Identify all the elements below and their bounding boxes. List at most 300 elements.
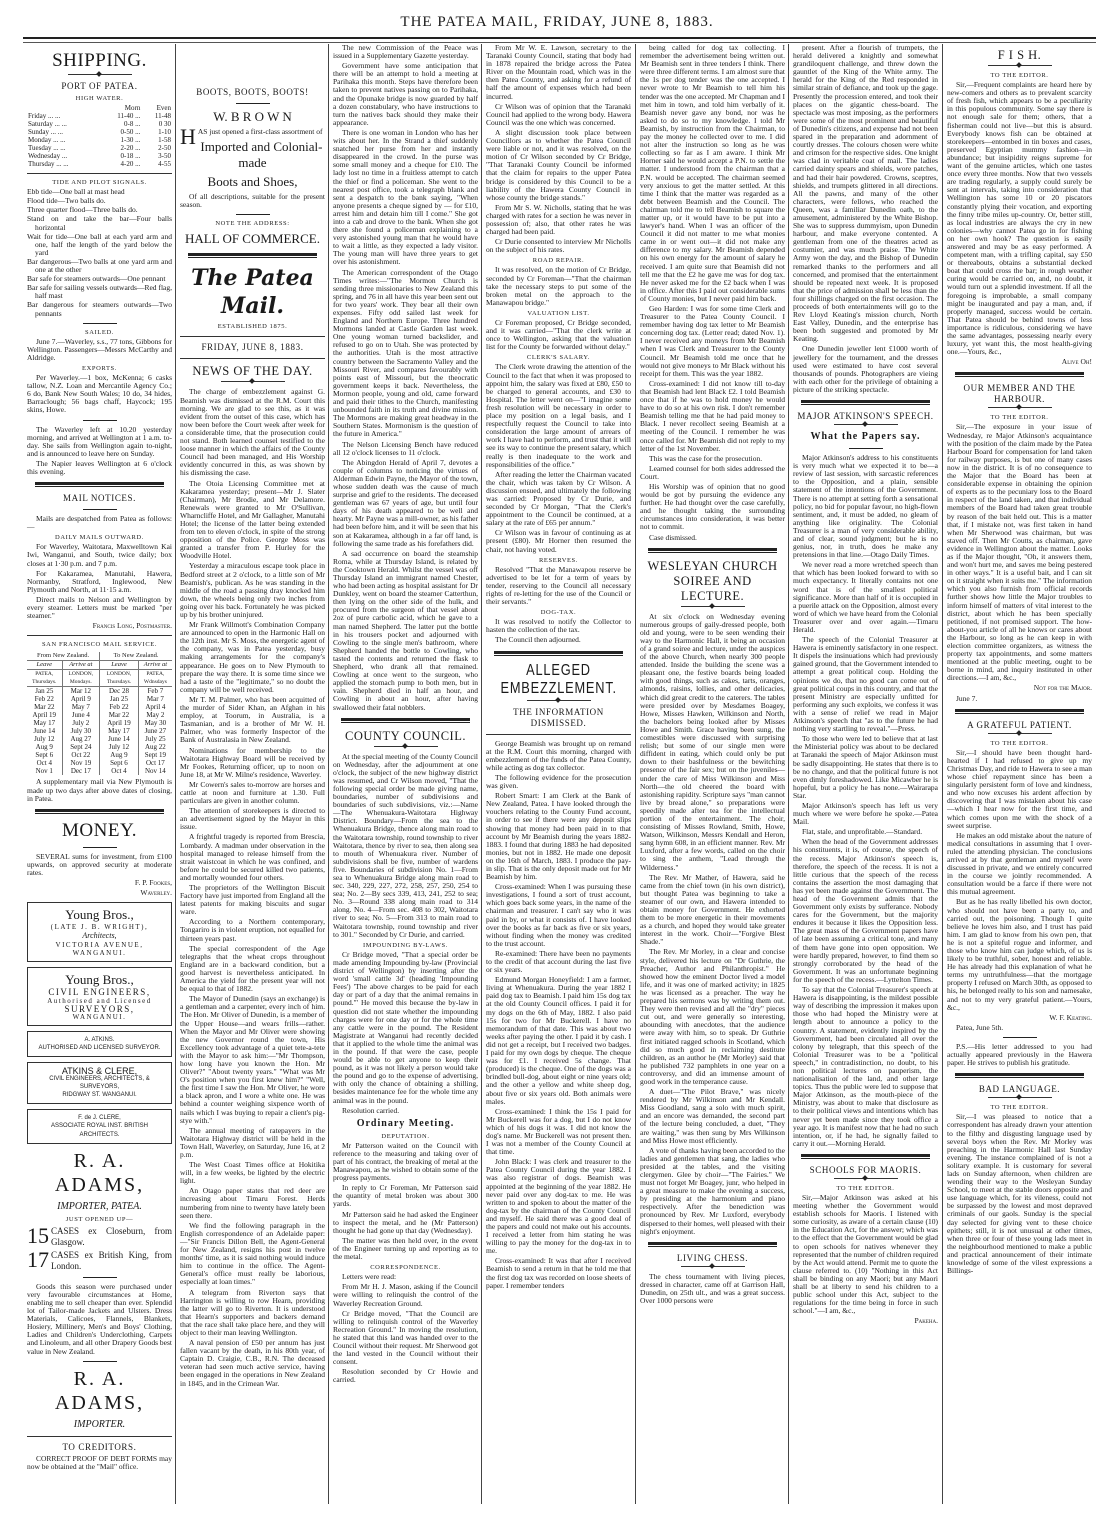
table-cell: 11-40 ... [117,112,141,121]
paragraph: For Kakaramea, Manutahi, Hawera, Normanby, Stratford, Inglewood, New Plymouth and North, at 11·15 a.m. [27,568,172,594]
ornament-rule [681,1266,745,1269]
table-cell: July 25 [138,735,172,743]
paragraph: To those who were led to believe that at last the Ministerial policy was about to be declared at Taranaki the speech of Major Atkinson must be sadly disappointing. He states that there is to be no change, and that the political future is not even dimly foreshadowed. Like Micawber he is hopeful, but a policy he has none.—Wairarapa Star. [793,734,938,800]
masthead-logo: The Patea Mail. [191,265,314,320]
article-heading: F I S H. [997,48,1042,62]
spacer [180,44,325,84]
table-cell: 1-10 [158,128,171,137]
paragraph: Cross-examined: I think the 15s I paid for Mr Buckerell was for a dog, but I do not know which of his dogs it was. I did not know the dog's name. Mr Buckerell was not present then. I was not a member of the County Council at that time. [486,1106,631,1157]
column-header: Arrive at [138,661,172,670]
ornament-rule [68,74,132,77]
mail-service-table [27,652,172,775]
list-line: Three quarter flood—Three balls do. [27,205,138,215]
table-row [27,120,172,128]
small-caps-label: SAN FRANCISCO MAIL SERVICE. [41,641,158,649]
paragraph: The Otoia Licensing Committee met at Kakaramea yesterday; present—Mr J. Slater (Chairman), Mr Brodie, and Mr Delamore. Renewals were granted to Mr O'Sullivan, Wharncliffe Hotel, and Mr Gallagher, Manutahi Hotel; the license of the latter being extended from ten to eleven o'clock, in spite of the strong opposition of the Police. George Moss was granted a transfer from P. Hurley for the Woodville Hotel. [180,478,325,561]
table-row [27,735,172,743]
paragraph: The special correspondent of the Age telegraphs that the wheat crops throughout England are in a backward condition, but a good harvest is nevertheless anticipated. In America the yield for the present year will not be equal to that of 1882. [180,943,325,994]
paragraph: The Council then adjourned. [495,635,581,645]
table-cell: April 19 [100,719,139,727]
section-divider [955,709,1084,714]
table-cell: Wednesday ... [28,152,68,161]
table-cell: Aug 27 [62,735,100,743]
paragraph: Sir,—Major Atkinson was asked at his meeting whether the Government would establish schools for Maoris. I listened with some curiosity, as aware of a certain clause (10) in the Education Act, for the answer; which was to the effect that the Government would be glad to open schools for natives whenever they represented that the number of children required by the Act would attend. Permit me to quote the clause referred to. (10) "Nothing in this Act shall be binding on any Maori; but any Maori shall be at liberty to send his children to a public school under this Act, subject to the regulations for the time being in force in such school."—I am, &c., [793,1193,938,1316]
signature: Francis Long, Postmaster. [92,621,172,631]
table-cell: Mar 12 [62,687,100,696]
table-cell: Sept 19 [138,751,172,759]
paragraph: Mr Patterson said he had asked the Engineer to inspect the metal, and he (Mr Patterson) thought he had gone up that day (Wednesday). [333,1209,478,1235]
table-cell: July 2 [62,719,100,727]
list-line: Ebb tide—One ball at mast head [27,187,125,197]
column-7 [943,44,1096,1504]
small-caps-label: TO THE EDITOR. [990,414,1049,422]
table-cell: April 19 [32,711,57,720]
paragraph: The proprietors of the Wellington Biscuit Factory have just imported from England all the latest patents for making biscuits and sugar ware. [180,883,325,917]
list-line: Flood tide—Two balls do. [27,196,106,206]
section-divider [801,400,930,405]
paragraph: We never read a more wretched speech than that which has been looked forward to with so much expectancy. It literally contains not one word that is of the smallest political significance. More than half of it is occupied in a puerile attack on the Opposition, almost every word of which we have heard from the Colonial Treasurer over and over again.—Timaru Herald. [793,560,938,634]
paragraph: The Mayor of Dunedin (says an exchange) is a gentleman and a carpenter, every inch of him. The Hon. Mr Oliver of Dunedin, is a member of the Upper House—and wears frills—rather. When the Mayor and Mr Oliver were showing the new Governor round the town, His Excellency took advantage of a quiet tete-a-tete with the Mayor to ask him:—"Mr Thompson, how long have you known the Hon. Mr Oliver?" "About twenty years." "What was Mr O's position when you first knew him?" "Well, the first time I saw the Hon. Mr Oliver, he wore a black apron, and I wore a white one. He was behind a counter weighing sixpence worth of nails which I was buying to repair a client's pig-stye with." [180,994,325,1125]
small-caps-label: TO THE EDITOR. [836,1184,895,1192]
ad-line: ASSOCIATE ROYAL INST. BRITISH ARCHITECTS. [51,1123,148,1138]
ad-line: Architects, [82,931,117,941]
table-cell: Feb 22 [100,703,139,711]
table-cell: Tuesday ... ... [28,144,66,153]
ad-line: (LATE J. B. WRIGHT), [50,923,149,932]
boxed-advertisement [27,1062,172,1104]
article-subheading: Ordinary Meeting. [356,1117,455,1129]
article-subheading: What the Papers say. [810,431,921,443]
small-caps-label: RESERVES. [538,556,578,564]
table-row [27,719,172,727]
ad-line: ATKINS & CLERE, [61,1066,138,1076]
table-cell: Feb 7 [138,687,172,696]
ornament-rule [681,606,745,609]
table-row [27,759,172,767]
ornament-rule [527,700,591,703]
table-cell: June 27 [138,727,172,735]
ad-text: HALL OF COMMERCE. [185,231,320,247]
column-header: Morn [124,104,141,113]
table-cell: 1-30 ... [120,136,141,145]
table-cell: 11-48 [154,112,171,121]
table-header-row [27,104,172,112]
paragraph: P.S.—His letter addressed to you had actually appeared previously in the Hawera paper. He strives to publish his gratitude. [947,1041,1092,1068]
paragraph: According to a Northern contemporary, Tongariro is in violent eruption, not equalled for thirteen years past. [180,917,325,943]
page-header-title: THE PATEA MAIL, FRIDAY, JUNE 8, 1883. [400,14,714,30]
table-cell: 2-20 ... [120,144,141,153]
paragraph: Robert Smart: I am Clerk at the Bank of New Zealand, Patea. I have looked through the vouchers relating to the County Fund account, in order to see if there were any deposit slips showing that money had been paid in to that account by Mr Beamish during the years 1882-1883. I found that during 1883 he had deposited monies, but not in 1882. He made one deposit on the 16th of March, 1883. I produce the pay-in slip. That is the only deposit made out for Mr Beamish by him. [486,791,631,882]
table-cell: Friday ... ... [28,112,61,121]
ad-subtitle: IMPORTER, PATEA. [57,1200,142,1212]
table-cell: May 17 [33,719,56,728]
list-line: Bar safe for steamers outwards—One pennant [27,274,166,284]
paragraph: For Waverley, Waitotara, Maxwelltown Kai Iwi, Wanganui, and South, twice daily; box closes at 1·30 p.m. and 7 p.m. [27,542,172,568]
table-row [27,751,172,759]
short-rule [1003,1037,1037,1038]
column-rule [788,44,789,1504]
paragraph: It was resolved to notify the Collector to hasten the collection of the tax. [486,617,631,635]
ad-line: VICTORIA AVENUE, WANGANUI. [55,941,144,958]
ad-cases-count: 15 [27,1222,49,1248]
ornament-rule [834,424,898,427]
paragraph: Mr Cowern's sales to-morrow are horses and cattle at noon and furniture at 1.30. Full particulars are given in another column. [180,779,325,806]
paragraph: Direct mails to Nelson and Wellington by every steamer. Letters must be marked "per steamer." [27,594,172,621]
table-cell: Mar 22 [100,711,139,719]
table-cell: 4-55 [158,160,171,169]
column-header: Even [156,104,171,113]
table-cell: 0-8 ... [124,120,141,129]
paragraph: His Worship was of opinion that no good would be got by pursuing the evidence any further. He had thought over the case carefully, and he thought taking the surrounding circumstances into consideration, it was better not to commit. [640,481,785,532]
small-caps-label: SAILED. [85,328,114,336]
table-cell: July 12 [34,735,55,744]
article-heading: NEWS OF THE DAY. [192,364,313,379]
paragraph: Government have some anticipation that there will be an attempt to hold a meeting at Parihaka this month. Steps have therefore been taken to prevent natives passing on to Parihaka, and the Opunake bridge is now guarded by half a dozen constabulary, who have instructions to turn the natives back should they make their appearance. [333,61,478,127]
paragraph: A telegram from Riverton says that Harrington is willing to row Hearn, providing the latter will go to Riverton. It is understood that Hearn's supporters and backers demand that the race shall take place here, and they will object to their man leaving Wellington. [180,1287,325,1337]
small-caps-label: NOTE THE ADDRESS: [215,220,290,228]
ornament-rule [988,1097,1052,1100]
paragraph: Cross-examined: It was that after I received Beamish to send a return in that he told me that the first dog tax was recorded on loose sheets of paper. I remember tenders [486,1256,631,1290]
column-subheader: LONDON, Thursdays. [100,670,139,687]
paragraph: being called for dog tax collecting. I remember the advertisement being written out. Mr Beamish sent in three tenders I think. There were three different terms. I am almost sure that the 1s per dog tender was the one accepted. I never wrote to Mr Beamish to tell him his tender was the one accepted. Mr Chapman and I met him in town, and told him verbally of it. Beamish never gave any bond, nor was he asked to do so to my knowledge. I told Mr Beamish, by instruction from the Chairman, to pay the money he collected over to me. I did not alter the instruction so long as he was collecting so far as I am aware. I think Mr Horner said he would accept a P.N. to settle the matter. I understood from the chairman that a P.N. would be accepted. The chairman seemed very anxious to get the matter settled. At this time I think that the matter was regarded as a debt between Beamish and the Council. The chairman told me to tell Beamish to square the matter up, or it would have to be put into a lawyer's hand. When I was an officer of the Council it did not matter to me what monies came in or went out—it did not make any difference to my salary. Mr Beamish depended on his own energy for the amount of salary he received. I am quite sure that Beamish did not tell me that the £2 he gave me was for dog tax. He never asked me for the £2 back when I was in office. After this I paid out considerable sums of County monies, but I never paid him back. [640,44,785,303]
column-4 [482,44,635,1504]
table-cell: Aug 9 [35,743,53,752]
small-caps-label: ROAD REPAIR. [532,257,585,265]
table-cell: Nov 1 [35,767,53,776]
article-heading: SCHOOLS FOR MAORIS. [809,1164,922,1175]
ad-cases-text: CASES ex Closeburn, from Glasgow. [51,1225,172,1247]
table-cell: 4-20 ... [120,160,141,169]
column-header: Leave [27,661,62,670]
table-cell: Mar 22 [34,703,55,712]
table-cell: July 12 [100,743,139,751]
paragraph: Mr Patterson waited on the Council with reference to the measuring and taking over of part of his contract, the breaking of metal at the Manawapou, as he wished to obtain some of the progress payments. [333,1140,478,1183]
small-caps-label: TO THE EDITOR. [990,1104,1049,1112]
boxed-advertisement [27,1031,172,1057]
short-rule [849,448,883,449]
divider [486,734,631,735]
table-cell: Nov 19 [62,759,100,767]
table-row [27,687,172,696]
section-divider [955,1073,1084,1078]
table-cell: Nov 14 [138,767,172,775]
table-row [27,136,172,144]
ad-line: F. de J. CLERE, [78,1115,121,1122]
ad-cases-line [27,1222,172,1248]
table-cell: Aug 22 [138,743,172,751]
article-heading: FRIDAY, JUNE 8, 1883. [201,342,304,353]
paragraph: The chess tournament with living pieces, dressed in character, came off at Garrison Hall, Dunedin, on 25th ult., and was a great success. Over 1000 persons were [640,1271,785,1306]
list-line: Stand on and take the bar—Four balls horizontal [27,214,172,232]
column-header: Leave [100,661,139,670]
table-cell: May 7 [62,703,100,711]
boxed-advertisement [27,1109,172,1143]
paragraph: The following evidence for the prosecution was given. [486,772,631,791]
paragraph: Sir,—The exposure in your issue of Wednesday, re Major Atkinson's acquaintance with the position of the claim made by the Patea Harbour Board for compensation for land taken for railway purposes, is but one of many cases now in the district. It is of no consequence to the Major that the Board has been at considerable expense in obtaining the opinion of experts as to the pecuniary loss to the Board in respect of the land taken, and that individual members of the Board had taken great trouble by reason of the bait held out. This is a matter that, if I mistake not, was first taken in hand when Mr Sherwood was chairman, but was staved off. Then Mr Coutts, as chairman, gave evidence in Wellington about the matter. Looks as if the Major thought, "Oh, it answers them, and won't hurt me, and saves me being pestered in other ways." It is a useful bait, and I can sit on it straight when it suits me." The information which you also furnish from official records further shows how little the Major troubles to inform himself of matters of vital interest to the district, about which he has been specially petitioned, if not promised support. The how-about-you article of all he knows or cares about the Harbour, so long as he can keep in with election committee organizers, as witness the property tax appointments, and some matters mentioned at the public meeting, ought to be borne in mind, and inquiry instituted in other directions.—I am, &c., [947,422,1092,683]
boxed-advertisement [27,902,172,962]
paragraph: The Rev. Mr Morley, in a clear and concise style, delivered his lecture on "Dr Guthrie, the Preacher, Author and Philanthropist." He showed how the eminent Doctor lived a model life, and it was one of marked activity; in 1825 he was licensed as a preacher. The way he prepared his sermons was by writing them out. They were then revised and all the "dry" pieces cut out, and were generally so interesting, abounding with anecdotes, that the audience were away with him, so to speak. Dr Guthrie first initiated ragged schools in Scotland, which did so much good in reclaiming destitute children, as an author he (Mr Morley) said that he published 732 pamphlets in one year on a controversy, and did an immense amount of good work in the temperance cause. [640,947,785,1086]
paragraph: At six o'clock on Wednesday evening numerous groups of gaily-dressed people, both old and young, were to be seen wending their way to the Harmonic Hall, it being an occasion of a grand soiree and lecture, under the auspices of the above Church, when nearly 300 people attended. Inside the building the scene was a pleasant one, the festive boards being loaded with good things, such as cakes, tarts, oranges, almonds, raisins, lollies, and other delicacies, which did great credit to the caterers. The tables were presided over by Mesdames Boagey, Howe, Misses Hawken, Wilkinson and North, the bachelors being looked after by Misses Howe and Smith. Grace having been sung, the comestibles were discussed with surprising relish; but some of our single men were diffident in eating, which could only be put down to their bashfulness or the bewitching presence of the fair sex; but on the juveniles—under the care of Miss Wilkinson and Miss North—the old cheered the board with astonishing rapidity. Scripture says "man cannot live by bread alone," so preparations were speedily made after tea for the intellectual portion of the entertainment. The choir, consisting of Misses Rowland, Smith, Howe, Watson, Wilkinson, Messrs Kendall and Heron, sang hymn 608, in an efficient manner. Rev. Mr Luxford, after a few words, called on the choir to sing the anthem, "Lead through the Wilderness." [640,611,785,872]
paragraph: Resolution carried. [342,1105,400,1115]
paragraph: Geo Harden: I was for some time Clerk and Treasurer to the Patea County Council. I remember having dog tax letter to Mr Beamish concerning dog tax. (Letter read; dated Nov. 1). I never received any moneys from Mr Beamish when I was Clerk and Treasurer to the County Council. Mr Beamish told me once that he would not give moneys to Mr Black without his receipt for them. This was the year 1882. [640,304,785,378]
section-heading: MONEY. [62,819,137,841]
table-cell: June 14 [33,727,56,736]
paragraph: Of all descriptions, suitable for the present season. [180,192,325,210]
signature: Not for the Major. [1033,683,1092,693]
article-heading: PORT OF PATEA. [61,81,138,91]
small-caps-label: TIDE AND PILOT SIGNALS. [52,179,147,187]
column-6 [789,44,942,1504]
short-rule [83,847,117,848]
paragraph: After reading the letter the Chairman vacated the chair, which was taken by Cr Wilson. A discussion ensued, and ultimately the following was carried: Proposed by Cr Durie, and seconded by Cr Morgan, "That the Clerk's appointment to the Council be continued, at a salary at the rate of £65 per annum." [486,469,631,528]
ad-line: Young Bros., [65,972,134,988]
table-cell: 1-58 [158,136,171,145]
paragraph: The Abingdon Herald of April 7, devotes a couple of columns to noticing the virtues of Alderman Edwin Payne, the Mayor of the town, whose sudden death was the cause of much surprise and grief to the residents. The deceased gentleman was 67 years of age, but until four days of his death appeared to be well and hearty. Mr Payne was a mill-owner, as his father had been before him, and it will be seen that his son at Kakaramea, although in a far off land, is following the same trade as his forefathers did. [333,457,479,548]
paragraph: The new Commission of the Peace was issued in a Supplementary Gazette yesterday. [333,44,478,61]
paragraph: Goods this season were purchased under very favourable circumstances at Home, enabling me to sell cheaper than ever. Splendid lot of Tailor-made Jackets and Ulsters. Dress Materials, Calicoes, Flannels, Blankets, Hosiery, Millinery, Men's and Boys' Clothing, Ladies and Children's Underclothing, Carpets and Linoleum, and all other Drapery Goods best value in New Zealand. [27,1281,172,1356]
ornament-rule [988,733,1052,736]
ornament-rule [988,65,1052,68]
table-header-row [27,661,172,670]
small-caps-label: HIGH WATER. [75,95,124,102]
table-row [27,695,172,703]
column-subheader: PATEA, Thursdays. [27,670,62,687]
paragraph: CORRECT PROOF OF DEBT FORMS may now be obtained at the "Mail" office. [27,1453,172,1471]
small-caps-label: TO THE EDITOR. [990,739,1049,747]
paragraph: Cross-examined: When I was pursuing these investigations, I found a sort of trust account, which goes back some years, in the name of the chairman and treasurer. I can't say who it was paid in by, or what it consists of. I have looked over the books as far back as five or six years, without finding when the money was credited to the trust account. [486,882,631,948]
table-subheader-row [27,670,172,687]
short-rule [83,1277,117,1278]
ad-subtitle: IMPORTER. [73,1418,126,1430]
article-heading: ALLEGED EMBEZZLEMENT. [500,661,617,697]
paragraph: Case dismissed. [649,532,697,542]
list-line: Bar dangerous—Two balls at one yard arm and one at the other [27,256,172,275]
table-row [27,767,172,775]
table-cell: Dec 17 [62,767,100,775]
small-caps-label: IMPOUNDING BY-LAWS. [363,941,448,949]
paragraph: June 7. [956,693,978,703]
ad-cases-text: CASES ex British King, from London. [51,1249,172,1271]
paragraph: From Mr W. E. Lawson, secretary to the Taranaki County Council, stating that body had in 1878 repaired the bridge across the Patea River on the Mountain road, which was in the then Patea County, and asking for a refund of half the amount of expenses which had been incurred. [486,44,631,101]
column-5 [636,44,789,1504]
table-cell: May 30 [138,719,172,727]
list-line: Bar safe for sailing vessels outwards—Red flag, half mast [27,283,172,301]
paragraph: John Black: I was clerk and treasurer to the Patea County Council during the year 1882. I was also registrar of dogs. Beamish was appointed at the beginning of the year 1882. He never paid over any dog-tax to me. He was written to and spoken to about the matter of the dog-tax by the chairman of the County Council and myself. He said there was a good deal of the papers and could not make out his accounts. I received a letter from him stating he was willing to pay the money for the dog-tax in to me. [486,1157,631,1256]
table-row [27,112,172,120]
ad-text: W. B R O W N [213,109,292,124]
paragraph: Resolved "That the Manawapou reserve be advertised to be let for a term of years by tender, reserving to the Council all necessary rights of re-letting for the use of the Council or their servants." [486,564,631,607]
article-heading: BOOTS, BOOTS, BOOTS! [196,87,309,97]
high-water-table [27,104,172,168]
small-caps-label: CLERK'S SALARY. [526,354,591,362]
table-cell: Oct 17 [138,759,172,767]
paragraph: The West Coast Times office at Hokitika will, in a few weeks, be lighted by the electric light. [180,1160,325,1186]
paragraph: Cr Bridge moved, "That the Council are willing to relinquish control of the Waverley Recreation Ground." In moving the resolution, he stated that this land was handed over to the Council without their request. Mr Sherwood got the land vested in the Council without their consent. [333,1308,478,1367]
small-caps-label: DAILY MAILS OUTWARD. [55,534,144,542]
paragraph: The charge of embezzlement against G. Beamish was dismissed at the R.M. Court this morning. We are glad to see this, as it was evident from the outset of this case, which has now been before the Court week after week for a considerable time, that the prosecution could not stand. Both learned counsel testified to the loose manner in which the affairs of the County Council had been managed, and His Worship evidently concurred in this, as was shown by his dismissing the case. [180,387,325,478]
table-cell: June 14 [100,735,139,743]
table-row [27,711,172,719]
column-2 [176,44,329,1504]
paragraph: Edmund Morgan Honeyfield: I am a farmer, living at Whenuakura. During the year 1882 I paid dog tax to Beamish. I paid him 15s dog tax at the old County Council offices. I paid it for my dogs on the 6th of May, 1882. I also paid 15s for two for Mr Buckerell. I have no memorandum of that date. This was about two weeks after paying the other. I paid it by cash. I did not get a receipt, but I received two badges. I paid for my own dogs by cheque. The cheque was for £1. I received 5s change. That (produced) is the cheque. One of the dogs was a brindled bull-dog, about eight or nine years old; and the other a yellow and white sheep dog, about five or six years old. Both animals were males. [486,975,631,1106]
table-cell: Dec 28 [100,687,139,696]
paragraph: The speech of the Colonial Treasurer at Hawera is eminently satisfactory in one respect. It dispels the insinuations which had previously gained ground, that the Government intended to attempt a great political coup. Holding the opinions we do, that no good can come out of great political coups in this country, and that the present Ministry are especially unfitted for performing any such exploits, we confess it was with a sense of relief we read in Major Atkinson's speech that "as to the future he had nothing very startling to reveal."—Press. [793,635,938,734]
divider [180,336,325,337]
paragraph: The Rev. Mr Mather, of Hawera, said he came from the chief town (in his own district), but thought Patea was beginning to take a steamer of our own, and Hawera intended to obtain money for Government. He exhorted them to be more energetic in their movements as a church, and hoped they would take greater interest in the work. Choir—"Forgive Blest Shade." [640,872,785,947]
paragraph: From Mr S. W. Nicholls, stating that he was charged with rates for a section he was never in possession of; also, that other rates he was charged had been paid. [486,202,631,237]
ad-text: Boots and Shoes, [207,174,298,190]
column-header: Arrive at [62,661,100,670]
table-cell: Sept 24 [62,743,100,751]
table-row [27,144,172,152]
section-divider [648,548,777,553]
paragraph: A frightful tragedy is reported from Brescia, Lombardy. A madman under observation in the hospital managed to release himself from the strait waistcoat in which he was confined, and before he could be secured killed two patients, and mortally wounded four others. [180,832,325,882]
paragraph: At the special meeting of the County Council on Wednesday, after the adjournment at one o'clock, the subject of the new highway district was resumed, and Cr Wilson moved, "That the following special order be made giving name, boundaries, number of subdivisions and boundaries of such subdivisions, viz.:—Name—The Whenuakura-Waitotara Highway District. Boundary—From the sea to the Whenuakura Bridge, thence along main road to the Waitotara township, round township to river Waitotara, thence by river to sea, then along sea to mouth of Whenuakura river. Number of subdivisions shall be five, number of wardens five. Boundaries of subdivision No. 1—From sea to Whenuakura Bridge along main road to sec. 340, 229, 227, 272, 258, 257, 250, 254 to sea; No. 2—By secs 339, 413, 241, 252 to sea; No. 3—Round 338 along main road to 314 along. No. 4—From sec. 408 to 302, Waitotara river to sea; No. 5—From 313 to main road to Waitotara township, round township and river to 301." Seconded by Cr Durie, and carried. [333,751,479,939]
paragraph: We find the following paragraph in the English correspondence of an Adelaide paper:—"Sir Francis Dillon Bell, the Agent-General for New Zealand, resigns his post in twelve months' time, as it is said nothing would induce him to continue in the office. The Agent-General's office must really be laborious, especially at loan times." [180,1220,325,1287]
short-rule [83,509,117,510]
article-heading: LIVING CHESS. [676,1252,749,1263]
signature: F. P. Fookes, [134,877,172,887]
paragraph: Cr Durie consented to interview Mr Nicholls on the subject of his rates. [486,237,631,255]
paragraph: The American correspondent of the Otago Times writes:—"The Mormon Church is sending three missionaries to New Zealand this spring, and 76 in all have this year been sent out for two years' work. They bear all their own expenses. Fifty odd sailed last week for England and Northern Europe. Three hundred Mormons landed at Castle Garden last week. One young woman turned backslider, and refused to go on to Utah. She was protected by the authorities. Utah is the most attractive country between the Sacramento Valley and the Missouri River, and compares favourably with points east of Missouri, but the theocratic government keeps it back. Nevertheless, the Mormon people, young and old, came forward and paid their tithes to the Church, manifesting unbounded faith in its truth and divine mission. The Mormons are making great headway in the Southern States. Mormonism is the question of the future in America." [333,267,478,439]
table-row [27,152,172,160]
ornament-rule [221,381,285,384]
paragraph: From Mr H. J. Mason, asking if the Council were willing to relinquish the control of the Waverley Recreation Ground. [333,1282,478,1308]
table-cell: Mar 7 [138,695,172,703]
ad-line: Authorised and Licensed [47,996,152,1005]
short-rule [83,323,117,324]
table-cell: Jan 25 [100,695,139,703]
article-heading: BAD LANGUAGE. [978,1084,1061,1095]
paragraph: The annual meeting of ratepayers in the Waitotara Highway district will be held in the Town Hall, Waverley, on Saturday, June 16, at 2 p.m. [180,1125,325,1159]
short-rule [83,1361,117,1362]
section-divider [494,651,623,656]
table-row [27,703,172,711]
ornament-rule [834,1178,898,1181]
paragraph: The Clerk wrote drawing the attention of the Council to the fact that when it was proposed to appoint him, the salary was fixed at £80, £50 to be charged to general accounts, and £30 to Hospital. The letter went on—"I imagine some fresh resolution will be necessary in order to place my position on a legal basis, and I respectfully request the Council to take into consideration the large amount of arrears of work I have had to perform, and trust that it will see its way to continue the present salary, which really is then inadequate to the work and responsibilities of the office." [486,362,631,469]
column-subheader: PATEA, Wdnsdays [138,670,172,687]
table-cell: Oct 4 [100,767,139,775]
section-divider [341,718,470,723]
table-row [27,128,172,136]
column-1 [23,44,176,1504]
paragraph: This was the case for the prosecution. [649,453,763,463]
column-rule [175,44,176,1504]
ad-line: SURVEYORS, [64,1003,135,1014]
table-row [27,743,172,751]
table-cell: Aug 9 [100,751,139,759]
paragraph: One Dunedin jeweller lent £1000 worth of jewellery for the tournament, and the dresses used were estimated to have cost several thousands of pounds. Photographers are vieing with each other for the privilege of obtaining a picture of the striking spectacle. [793,344,938,394]
ad-line: Young Bros., [65,907,134,923]
paragraph: A vote of thanks having been accorded to the ladies and gentlemen that sang, the ladies who presided at the tables, and the visiting clergymen. Glee by choir—"The Fairies." We must not forget Mr Boagey, junr, who helped in a great measure to make the evening a success, by presiding at the harmonium and piano respectively. After the benediction was pronounced by Rev. Mr Luxford, everybody dispersed to their homes, well pleased with their night's enjoyment. [640,1145,785,1236]
column-rule [942,44,943,1504]
column-subheader: LONDON, Mondays. [62,670,100,687]
small-caps-label: VALUATION LIST. [527,309,590,317]
paragraph: Cr Foreman proposed, Cr Bridge seconded, and it was carried—"That the clerk write at once to Wellington, asking that the valuation list for the County be forwarded without delay." [486,318,631,352]
article-heading: TO CREDITORS. [62,1441,137,1452]
table-cell: Jan 25 [35,687,54,696]
table-cell: Oct 4 [36,759,52,768]
paragraph: Sir,—I should have been thought hard-hearted if I had refused to give up my Christmas Day, and ride to Hawera to see a man whose chief repayment since has been a singularly persistent form of love and kindness, and who now excuses his ardent affection by discovering that I was mistaken about his case—which I hear now for the first time, and which comes upon me with the shock of a sweet surprise. [947,747,1092,830]
article-heading: OUR MEMBER AND THE HARBOUR. [963,383,1076,405]
table-cell: May 2 [138,711,172,719]
paragraph: Mr Frank Willmott's Combination Company are announced to open in the Harmonic Hall on the 12th inst. Mr S. Moss, the energetic agent of the company, was in Patea yesterday, busy making arrangements for the company's appearance. He goes on to New Plymouth to prepare the way there. It is some time since we had a taste of the "legitimate," so no doubt the company will be well received. [180,620,325,694]
ad-line: CIVIL ENGINEERS, [48,987,151,998]
paragraph: SEVERAL sums for investment, from £100 upwards, on approved security at moderate rates. [27,851,172,877]
table-cell: 0-18 ... [120,152,141,161]
column-rule [481,44,482,1504]
paragraph: To say that the Colonial Treasurer's speech at Hawera is disappointing, is the mildest possible way of describing the impression it makes upon those who had hoped the Ministry were at length about to announce a policy to the country. A statement, evidently inspired by the Government, had been circulated all over the colony by telegraph, that this speech of the Colonial Treasurer was to be a "political speech," in contradistinction, no doubt, to his non political lectures on pauperism, the nationalisation of the land, and other large topics. Thus the public were led to suppose that Major Atkinson, as the mouth-piece of the Ministry, was about to make that disclosure as to their political views and intentions which has never yet been made since they took office a year ago. It is manifest now that he had no such intention, or, if he had, he signally failed to carry it out.—Morning Herald. [793,985,938,1148]
small-caps-label: EXPORTS. [82,364,117,372]
table-cell: Feb 22 [34,695,54,704]
paragraph: The attention of storekeepers is directed to an advertisement signed by the Mayor in this issue. [180,806,325,832]
paragraph: Major Atkinson's speech has left us very much where we were before he spoke.—Patea Mail. [793,800,938,827]
list-line: Wait for tide—One ball at each yard arm and one, half the length of the yard below the yard [27,231,172,257]
table-cell: April 4 [138,703,172,711]
column-group: From New Zealand. [27,652,100,661]
signature: Alive Oh! [1061,357,1092,367]
section-divider [35,482,164,487]
paragraph: A sad occurrence on board the steamship Roma, while at Thursday Island, is related by the Cooktown Herald. Whilst the vessel was off Thursday Island an immigrant named Chester, who had been acting as hospital assistant for Dr Dunkley, went on board the steamer Catterthun, then lying on the other side of the hulk, and procured from the surgeon of that vessel about 2oz of pure carbolic acid, which he gave to a man named Shepherd. The latter put the bottle in his trousers pocket and adjourned with Cowling to the single men's bathroom, where Shepherd handed the bottle to Cowling, who tasted the contents and returned the flask to Shepherd, who drank all that remained. Cowling at once went to the surgeon, who applied the stomach pump to both men, but in vain. Shepherd died in half an hour, and Cowling in about an hour, after having swallowed their fatal nobblers. [333,548,478,712]
paragraph: Letters were read: [342,1272,397,1282]
section-divider [955,372,1084,377]
paragraph: The Nelson Licensing Bench have reduced all 12 o'clock licenses to 11 o'clock. [333,439,478,457]
paragraph: But as he has really libelled his own doctor, who should not have been a party to, and carried out, the poisoning. Though I quite believe he loves him also, and I trust has paid him. I am glad to know from his own pen, that he is not a spiteful rogue and informer, and those who know him can judge which, of us is likely to be truthful, sober, honest and reliable. He has already had this explanation of what he terms my untruthfulness—that the mortgage property I refused on March 30th, as opposed to his, he belonged really to his son and namesake, and not to my very grateful patient.—Yours, &c., [947,897,1092,1012]
table-cell: Oct 22 [62,751,100,759]
article-heading: MAIL NOTICES. [63,493,136,504]
table-cell: Sept 6 [100,759,139,767]
paragraph: A supplementary mail via New Plymouth is made up two days after above dates of closing, in Patea. [27,777,172,803]
table-row [27,727,172,735]
section-divider [648,1242,777,1247]
paragraph: Cross-examined: I did not know till to-day that Beamish had lent Black £2. I told Beamish once that if he was to hold money he would have to do so at his own risk. I don't remember Beamish telling me that he had paid money to Black. I never recollect seeing Beamish at a meeting of the Council. I remember he was once called for. Mr Beamish did not reply to my letter of the 1st November. [640,378,785,453]
ad-line: CIVIL ENGINEERS, ARCHITECTS, & SURVEYORS, [49,1076,150,1091]
signature: Pakeha. [914,1316,938,1326]
small-caps-label: TO THE EDITOR. [990,72,1049,79]
section-divider [35,809,164,814]
small-caps-label: CORRESPONDENCE. [370,1264,441,1272]
ad-cases-count: 17 [27,1246,49,1272]
article-heading: A GRATEFUL PATIENT. [967,719,1072,730]
paragraph: Major Atkinson's address to his constituents is very much what we expected it to be—a review of last session, with sarcastic references to the Opposition, and a plain, sensible statement of the intentions of the Government. There is no attempt at setting forth a sensational policy, no bid for popular favour, no high-flown sentiment, and, it must be added, no gleam of anything like originality. The Colonial Treasurer is a man of very considerable ability, and of clear, sound judgment; but he is no genius, nor, in truth, does he make any pretensions in that line.—Otago Daily Times. [793,453,938,560]
paragraph: Flat, stale, and unprofitable.—Standard. [802,827,923,837]
boxed-advertisement [27,967,172,1025]
article-heading: COUNTY COUNCIL. [345,728,466,743]
paragraph: It was resolved, on the motion of Cr Bridge, seconded by Cr Foreman—"That the chairman take the necessary steps to put some of the broken metal on the approach to the Manawapou bridge." [486,265,631,307]
signature: W. F. Keating. [1049,1012,1092,1022]
table-cell: 2-50 [158,144,171,153]
divider [27,173,172,174]
paragraph: Sir,—I was pleased to notice that a correspondent has already drawn your attention to the filthy and disgusting language used by several boys when the Rev. Mr Morley was preaching in the Harmonic Hall last Sunday evening. The instance complained of is not a solitary example. It is customary for several lads on Sunday afternoon, when children are wending their way to the Wesleyan Sunday School, to meet at the stable doors opposite and use language which, for its vileness, could not be surpassed by the lowest and most depraved criminals of our gaols. Sunday is the special day selected for giving vent to these choice epithets; still, it is not unusual at other times, when three or four of these young lads meet in the neighbourhood mentioned to make a public and practical announcement of their intimate knowledge of some of the vilest expressions a Billings- [947,1112,1092,1276]
table-group-row [27,652,172,661]
short-rule [236,103,270,104]
paragraph: Resolution seconded by Cr Howie and carried. [333,1367,478,1385]
ornament-rule [988,407,1052,410]
small-caps-label: ESTABLISHED 1875. [217,323,288,331]
ornament-rule [374,746,438,749]
article-heading: MAJOR ATKINSON'S SPEECH. [797,411,934,422]
divider [180,358,325,359]
column-3 [329,44,482,1504]
paragraph: Yesterday a miraculous escape took place in Bedford street at 2 o'clock, to a little son of Mr Beamish's, publican. As he was standing in the middle of the road a passing dray knocked him down, the wheels being only two inches from going over his back. Fortunately he was picked up by his brother uninjured. [180,561,325,619]
paragraph: June 7.—Waverley, s.s., 77 tons, Gibbons for Wellington. Passengers—Messrs McCarthy and Aldridge. [27,336,172,362]
ad-line: RIDGWAY ST. WANGANUI. [62,1092,137,1099]
paragraph: Sir,—Frequent complaints are heard here by new-comers and others as to prevalent scarcity of fresh fish, which appears to be a peculiarity in this populous community. Some say there is not enough sale for them; others, that a fisherman could not live—but this is absurd. Everybody knows fish can be obtained at storekeepers—entombed in tin boxes and cases, preserved Egyptian mummy fashion—in abundance; but insipidity reigns supreme for want of the genuine articles, which one tastes once every three months. Now that two vessels are trading regularly, a supply could surely be sent at intervals, taking into consideration that Wellington has some 10 or 20 piscators constantly plying their vocation, and exporting the finny tribe miles up-country. Or, better still, as local industries are always the cry in new colonies—why cannot Patea go in for fishing on her own hook? The question is easily answered and may be as easy performed. A competent man, with a trifling capital, say £50 or thereabouts, obtains a substantial decked boat that could cross the bar; in rough weather curing would be carried on, and, no doubt, it would turn out a splendid investment. If all the foregoing is improbable, a small company might be inaugurated and pay a man, and, if properly managed, success would be certain. That Patea should be behind towns of less importance is ridiculous, considering we have the same advantages, possessing nearly every luxury, yet want this, the most health-giving one.—Yours, &c., [947,80,1092,357]
paragraph: Cr Wilson was of opinion that the Taranaki Council had applied to the wrong body. Hawera Council was the one which was concerned. [486,101,631,127]
ad-line: WANGANUI. [72,1012,127,1021]
paragraph: Mails are despatched from Patea as follows:— [27,514,172,532]
small-caps-label: DOG-TAX. [540,609,577,617]
